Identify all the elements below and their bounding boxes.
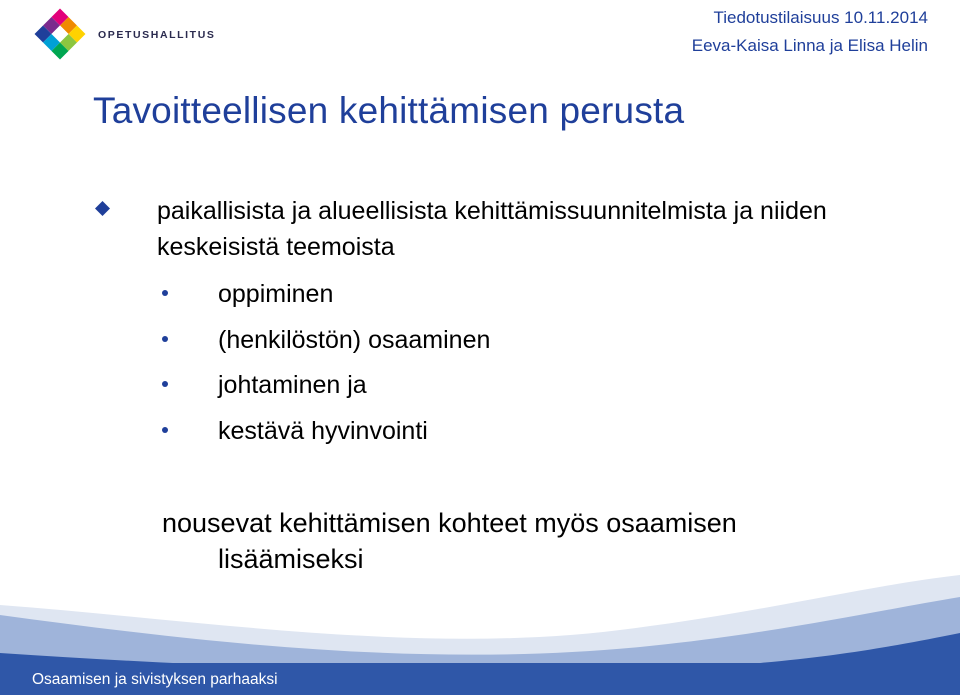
closing-line-2: lisäämiseksi — [218, 544, 364, 574]
sub-bullet-item — [160, 322, 490, 368]
sub-bullet-item — [160, 367, 490, 413]
closing-line-1: nousevat kehittämisen kohteet myös osaamisen — [162, 508, 737, 538]
bullet-dot-icon — [162, 336, 168, 342]
presenters: Eeva-Kaisa Linna ja Elisa Helin — [691, 36, 928, 55]
bullet-dot-icon — [162, 290, 168, 296]
bullet-dot-icon — [162, 427, 168, 433]
header-info — [692, 4, 928, 60]
footer-tagline: Osaamisen ja sivistyksen parhaaksi — [32, 671, 278, 688]
closing-text — [162, 505, 882, 577]
sub-bullet-label: oppiminen — [218, 280, 334, 308]
diamond-bullet-icon — [95, 201, 110, 216]
sub-bullet-label: kestävä hyvinvointi — [218, 416, 428, 445]
sub-bullet-item — [160, 276, 490, 322]
opetushallitus-logo — [32, 6, 216, 62]
sub-bullet-item — [160, 413, 490, 459]
sub-bullet-label: johtaminen ja — [218, 371, 367, 399]
logo-diamond-icon — [32, 6, 88, 62]
logo-text: OPETUSHALLITUS — [98, 29, 216, 41]
main-bullet-text: paikallisista ja alueellisista kehittämissuunnitelmista ja niiden keskeisistä teemoista — [157, 197, 827, 261]
sub-bullet-label: (henkilöstön) osaaminen — [218, 325, 491, 354]
slide-title: Tavoitteellisen kehittämisen perusta — [93, 90, 685, 131]
sub-bullet-list — [160, 276, 490, 458]
event-name: Tiedotustilaisuus 10.11.2014 — [713, 8, 928, 27]
bullet-dot-icon — [162, 381, 168, 387]
